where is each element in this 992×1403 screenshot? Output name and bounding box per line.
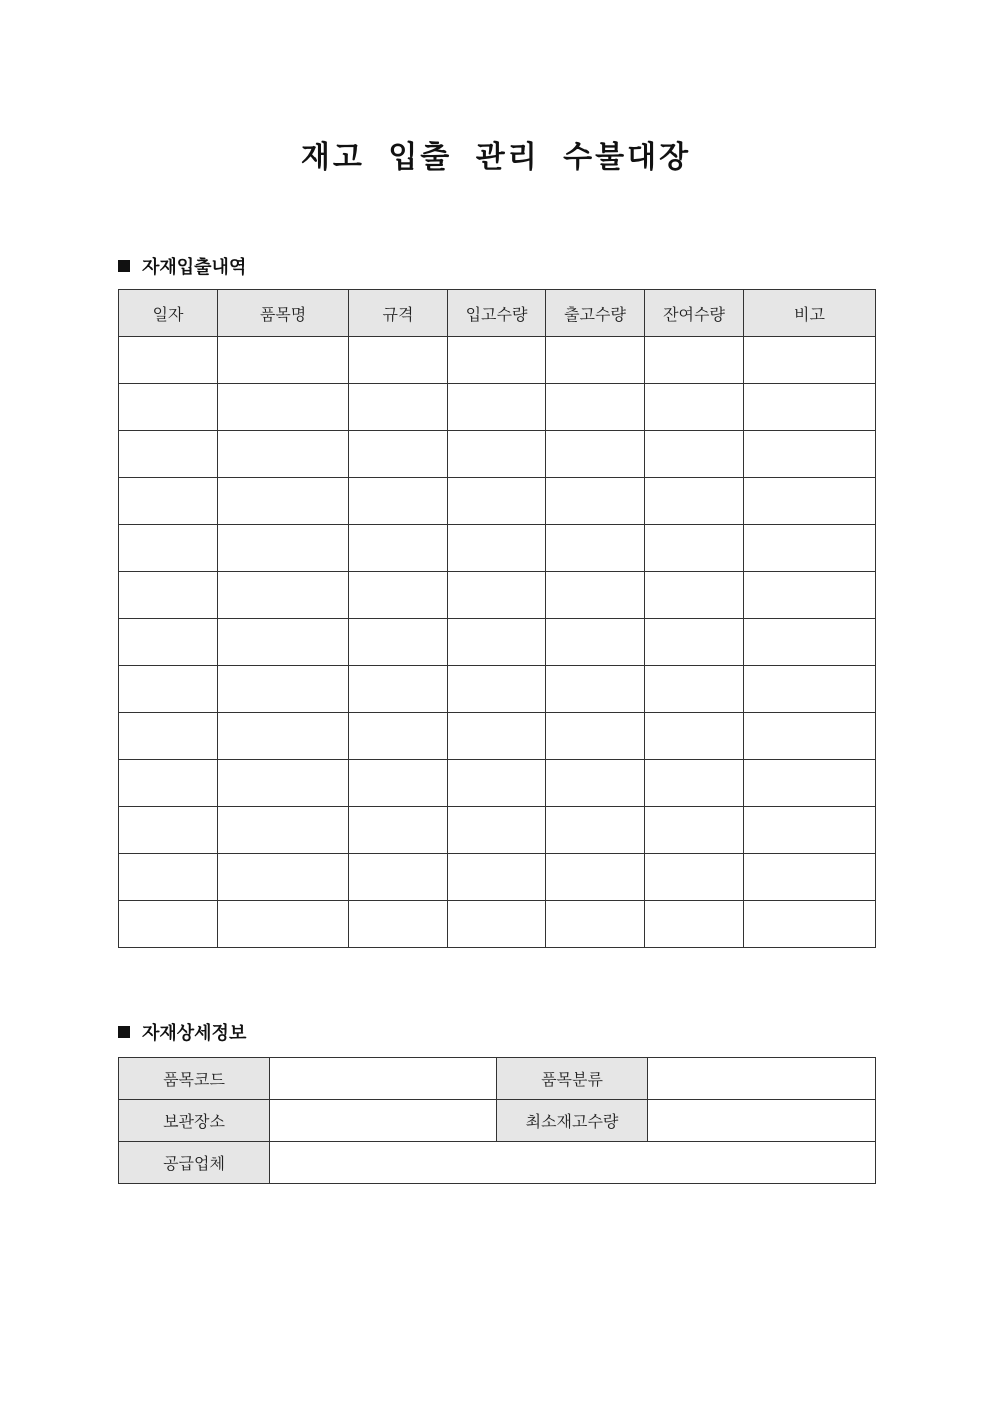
cell-out-qty[interactable] — [546, 572, 645, 619]
cell-date[interactable] — [119, 760, 218, 807]
cell-in-qty[interactable] — [448, 431, 546, 478]
table-row — [119, 760, 876, 807]
value-item-category[interactable] — [648, 1058, 876, 1100]
cell-item-name[interactable] — [218, 713, 349, 760]
section-heading-label: 자재입출내역 — [142, 257, 247, 278]
value-supplier[interactable] — [270, 1142, 876, 1184]
label-min-stock-qty: 최소재고수량 — [497, 1100, 648, 1142]
table-row — [119, 1142, 876, 1184]
cell-out-qty[interactable] — [546, 384, 645, 431]
cell-spec[interactable] — [349, 807, 448, 854]
cell-spec[interactable] — [349, 431, 448, 478]
cell-spec[interactable] — [349, 384, 448, 431]
cell-in-qty[interactable] — [448, 713, 546, 760]
cell-out-qty[interactable] — [546, 431, 645, 478]
cell-note[interactable] — [744, 901, 876, 948]
cell-spec[interactable] — [349, 854, 448, 901]
label-supplier: 공급업체 — [119, 1142, 270, 1184]
cell-note[interactable] — [744, 431, 876, 478]
cell-date[interactable] — [119, 384, 218, 431]
cell-out-qty[interactable] — [546, 713, 645, 760]
cell-item-name[interactable] — [218, 854, 349, 901]
cell-note[interactable] — [744, 619, 876, 666]
cell-note[interactable] — [744, 384, 876, 431]
value-storage-location[interactable] — [270, 1100, 497, 1142]
cell-remaining-qty[interactable] — [645, 478, 744, 525]
cell-item-name[interactable] — [218, 807, 349, 854]
cell-note[interactable] — [744, 337, 876, 384]
cell-remaining-qty[interactable] — [645, 337, 744, 384]
square-bullet-icon — [118, 260, 130, 272]
cell-item-name[interactable] — [218, 760, 349, 807]
material-detail-table — [118, 1057, 876, 1184]
cell-in-qty[interactable] — [448, 854, 546, 901]
cell-date[interactable] — [119, 525, 218, 572]
cell-note[interactable] — [744, 525, 876, 572]
table-row — [119, 854, 876, 901]
cell-item-name[interactable] — [218, 525, 349, 572]
section-heading-material-ledger — [118, 253, 246, 279]
cell-note[interactable] — [744, 760, 876, 807]
cell-date[interactable] — [119, 713, 218, 760]
cell-in-qty[interactable] — [448, 572, 546, 619]
table-row — [119, 1058, 876, 1100]
cell-spec[interactable] — [349, 901, 448, 948]
cell-in-qty[interactable] — [448, 337, 546, 384]
cell-item-name[interactable] — [218, 431, 349, 478]
cell-item-name[interactable] — [218, 337, 349, 384]
section-heading-label: 자재상세정보 — [142, 1023, 247, 1044]
cell-out-qty[interactable] — [546, 807, 645, 854]
cell-out-qty[interactable] — [546, 478, 645, 525]
table-row — [119, 901, 876, 948]
cell-remaining-qty[interactable] — [645, 431, 744, 478]
cell-date[interactable] — [119, 901, 218, 948]
cell-spec[interactable] — [349, 525, 448, 572]
label-item-code: 품목코드 — [119, 1058, 270, 1100]
cell-date[interactable] — [119, 807, 218, 854]
cell-item-name[interactable] — [218, 572, 349, 619]
table-row — [119, 337, 876, 384]
cell-item-name[interactable] — [218, 384, 349, 431]
cell-date[interactable] — [119, 619, 218, 666]
square-bullet-icon — [118, 1026, 130, 1038]
cell-date[interactable] — [119, 337, 218, 384]
cell-in-qty[interactable] — [448, 807, 546, 854]
cell-note[interactable] — [744, 713, 876, 760]
cell-date[interactable] — [119, 666, 218, 713]
cell-out-qty[interactable] — [546, 760, 645, 807]
table-row — [119, 384, 876, 431]
cell-in-qty[interactable] — [448, 760, 546, 807]
column-header-in-qty: 입고수량 — [448, 290, 546, 337]
cell-remaining-qty[interactable] — [645, 854, 744, 901]
label-storage-location: 보관장소 — [119, 1100, 270, 1142]
cell-note[interactable] — [744, 666, 876, 713]
cell-out-qty[interactable] — [546, 337, 645, 384]
cell-remaining-qty[interactable] — [645, 666, 744, 713]
table-row — [119, 807, 876, 854]
cell-item-name[interactable] — [218, 666, 349, 713]
cell-in-qty[interactable] — [448, 384, 546, 431]
table-row — [119, 431, 876, 478]
column-header-date: 일자 — [119, 290, 218, 337]
cell-remaining-qty[interactable] — [645, 384, 744, 431]
column-header-item-name: 품목명 — [218, 290, 349, 337]
cell-in-qty[interactable] — [448, 619, 546, 666]
table-row — [119, 525, 876, 572]
cell-remaining-qty[interactable] — [645, 713, 744, 760]
cell-remaining-qty[interactable] — [645, 572, 744, 619]
table-row — [119, 713, 876, 760]
cell-remaining-qty[interactable] — [645, 807, 744, 854]
cell-spec[interactable] — [349, 337, 448, 384]
cell-out-qty[interactable] — [546, 619, 645, 666]
cell-item-name[interactable] — [218, 619, 349, 666]
table-row — [119, 572, 876, 619]
table-row — [119, 666, 876, 713]
cell-remaining-qty[interactable] — [645, 619, 744, 666]
cell-out-qty[interactable] — [546, 666, 645, 713]
cell-spec[interactable] — [349, 478, 448, 525]
table-header-row — [119, 290, 876, 337]
cell-note[interactable] — [744, 478, 876, 525]
table-row — [119, 619, 876, 666]
cell-item-name[interactable] — [218, 901, 349, 948]
cell-date[interactable] — [119, 572, 218, 619]
cell-note[interactable] — [744, 854, 876, 901]
cell-remaining-qty[interactable] — [645, 901, 744, 948]
cell-out-qty[interactable] — [546, 901, 645, 948]
cell-out-qty[interactable] — [546, 525, 645, 572]
section-heading-material-detail — [118, 1019, 246, 1045]
cell-note[interactable] — [744, 807, 876, 854]
cell-in-qty[interactable] — [448, 478, 546, 525]
table-row — [119, 1100, 876, 1142]
cell-item-name[interactable] — [218, 478, 349, 525]
label-item-category: 품목분류 — [497, 1058, 648, 1100]
column-header-spec: 규격 — [349, 290, 448, 337]
document-title: 재고 입출 관리 수불대장 — [300, 140, 692, 175]
cell-in-qty[interactable] — [448, 901, 546, 948]
cell-remaining-qty[interactable] — [645, 525, 744, 572]
cell-spec[interactable] — [349, 760, 448, 807]
column-header-note: 비고 — [744, 290, 876, 337]
cell-spec[interactable] — [349, 619, 448, 666]
cell-date[interactable] — [119, 478, 218, 525]
cell-in-qty[interactable] — [448, 525, 546, 572]
cell-note[interactable] — [744, 572, 876, 619]
material-ledger-table — [118, 289, 876, 948]
value-min-stock-qty[interactable] — [648, 1100, 876, 1142]
cell-date[interactable] — [119, 431, 218, 478]
cell-remaining-qty[interactable] — [645, 760, 744, 807]
column-header-remaining-qty: 잔여수량 — [645, 290, 744, 337]
table-row — [119, 478, 876, 525]
value-item-code[interactable] — [270, 1058, 497, 1100]
cell-out-qty[interactable] — [546, 854, 645, 901]
cell-date[interactable] — [119, 854, 218, 901]
cell-spec[interactable] — [349, 713, 448, 760]
cell-spec[interactable] — [349, 572, 448, 619]
column-header-out-qty: 출고수량 — [546, 290, 645, 337]
cell-spec[interactable] — [349, 666, 448, 713]
cell-in-qty[interactable] — [448, 666, 546, 713]
